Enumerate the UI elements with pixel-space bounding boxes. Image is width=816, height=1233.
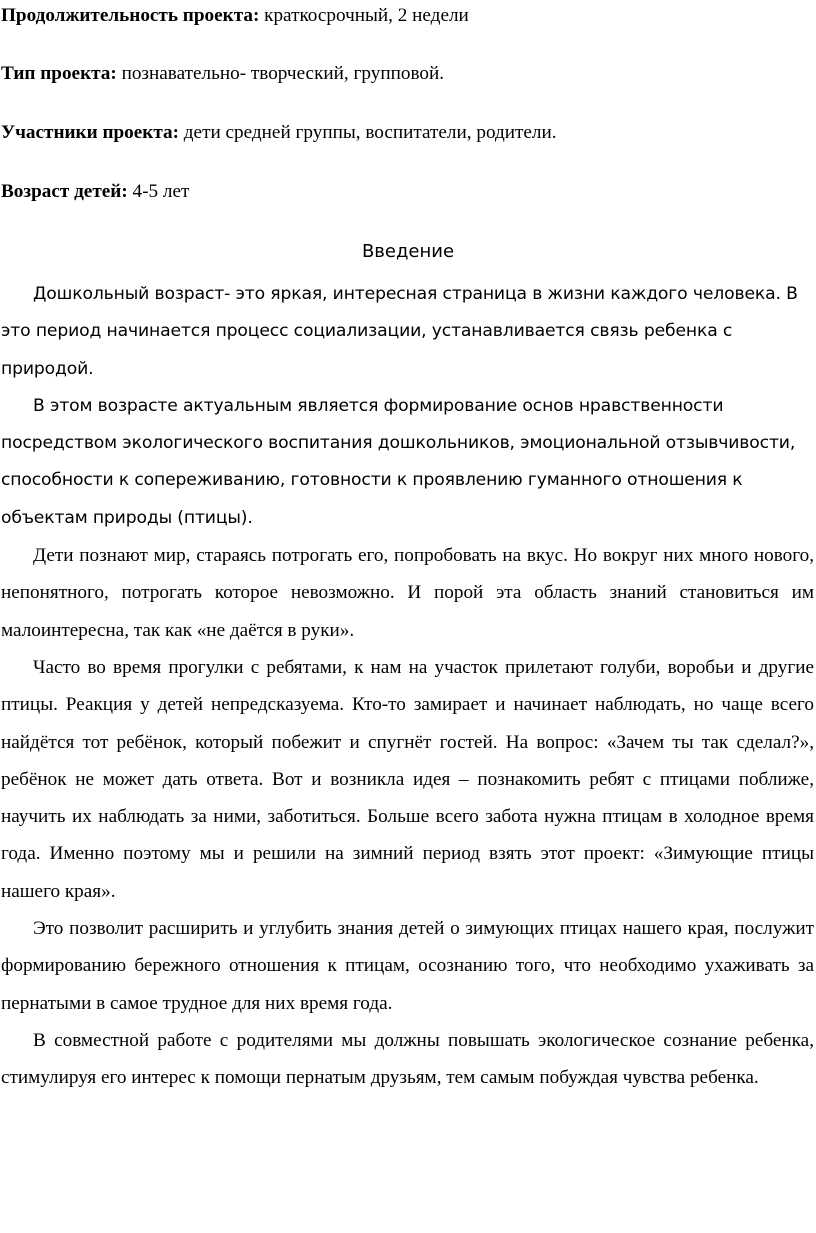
type-value: познавательно- творческий, групповой. [116, 63, 445, 84]
age-line [1, 180, 189, 204]
intro-heading: Введение [361, 241, 455, 262]
type-line [1, 62, 444, 86]
intro-paragraph-2: В этом возрасте актуальным является формирование основ нравственности посредством экологического воспитания дошкольников, эмоциональной отзывчивости, способности к сопереживанию, готовности к проявлению гуманного отношения к объектам природы (птицы). [1, 395, 796, 528]
participants-label: Участники проекта: [1, 122, 179, 143]
participants-line [1, 121, 557, 145]
duration-label: Продолжительность проекта: [1, 5, 260, 26]
type-label: Тип проекта: [1, 63, 117, 84]
intro-paragraph-6: В совместной работе с родителями мы должны повышать экологическое сознание ребенка, стимулируя его интерес к помощи пернатым друзьям, тем самым побуждая чувства ребенка. [1, 1029, 814, 1089]
intro-paragraph-3: Дети познают мир, стараясь потрогать его, попробовать на вкус. Но вокруг них много нового, непонятного, потрогать которое невозможно. И порой эта область знаний становиться им малоинтересна, так как «не даётся в руки». [1, 545, 814, 641]
intro-body [1, 276, 814, 1097]
duration-line [1, 4, 469, 28]
age-value: 4-5 лет [127, 181, 190, 202]
intro-paragraph-1: Дошкольный возраст- это яркая, интересная страница в жизни каждого человека. В это период начинается процесс социализации, устанавливается связь ребенка с природой. [1, 284, 798, 379]
age-label: Возраст детей: [1, 181, 128, 202]
intro-paragraph-5: Это позволит расширить и углубить знания детей о зимующих птицах нашего края, послужит формированию бережного отношения к птицам, осознанию того, что необходимо ухаживать за пернатыми в самое трудное для них время года. [1, 918, 814, 1014]
intro-paragraph-4: Часто во время прогулки с ребятами, к нам на участок прилетают голуби, воробьи и другие птицы. Реакция у детей непредсказуема. Кто-то замирает и начинает наблюдать, но чаще всего найдётся тот ребёнок, который побежит и спугнёт гостей. На вопрос: «Зачем ты так сделал?», ребёнок не может дать ответа. Вот и возникла идея – познакомить ребят с птицами поближе, научить их наблюдать за ними, заботиться. Больше всего забота нужна птицам в холодное время года. Именно поэтому мы и решили на зимний период взять этот проект: «Зимующие птицы нашего края». [1, 656, 814, 902]
participants-value: дети средней группы, воспитатели, родители. [179, 122, 557, 143]
duration-value: краткосрочный, 2 недели [259, 5, 469, 26]
